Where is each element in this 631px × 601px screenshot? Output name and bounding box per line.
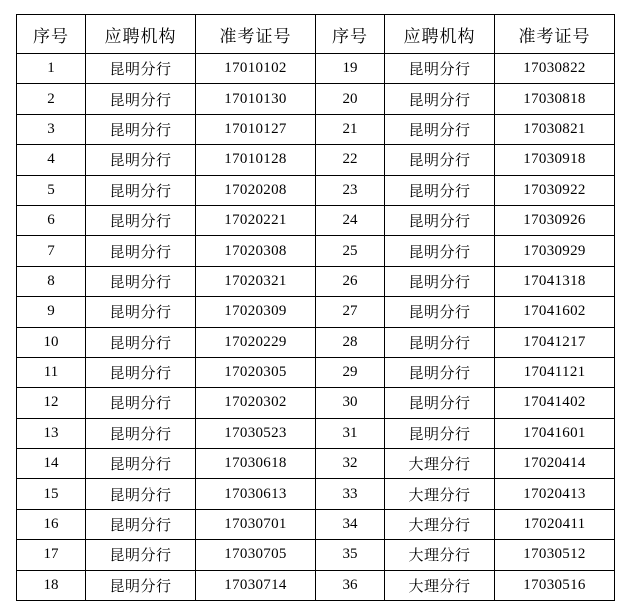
cell-seq-right: 33	[316, 479, 385, 509]
cell-ticket-left: 17030523	[196, 418, 316, 448]
cell-org-left: 昆明分行	[86, 388, 196, 418]
cell-ticket-left: 17020208	[196, 175, 316, 205]
cell-org-right: 昆明分行	[385, 54, 495, 84]
cell-ticket-left: 17030613	[196, 479, 316, 509]
table-row	[17, 388, 615, 418]
cell-seq-left: 18	[17, 570, 86, 600]
table-row	[17, 205, 615, 235]
cell-ticket-left: 17020229	[196, 327, 316, 357]
cell-org-left: 昆明分行	[86, 145, 196, 175]
column-header-seq-right: 序号	[316, 15, 385, 54]
cell-seq-left: 2	[17, 84, 86, 114]
table-row	[17, 236, 615, 266]
cell-seq-right: 25	[316, 236, 385, 266]
table-header-row	[17, 15, 615, 54]
cell-ticket-right: 17030818	[495, 84, 615, 114]
cell-org-right: 大理分行	[385, 509, 495, 539]
column-header-ticket-left: 准考证号	[196, 15, 316, 54]
table-row	[17, 54, 615, 84]
table-row	[17, 479, 615, 509]
cell-seq-left: 12	[17, 388, 86, 418]
table-row	[17, 509, 615, 539]
cell-seq-left: 17	[17, 540, 86, 570]
table-row	[17, 84, 615, 114]
cell-ticket-left: 17010130	[196, 84, 316, 114]
cell-ticket-left: 17020305	[196, 357, 316, 387]
cell-org-right: 昆明分行	[385, 236, 495, 266]
cell-seq-left: 5	[17, 175, 86, 205]
cell-seq-left: 9	[17, 297, 86, 327]
cell-ticket-right: 17041217	[495, 327, 615, 357]
cell-ticket-right: 17030918	[495, 145, 615, 175]
cell-seq-right: 19	[316, 54, 385, 84]
cell-org-left: 昆明分行	[86, 84, 196, 114]
cell-ticket-left: 17030714	[196, 570, 316, 600]
cell-org-right: 昆明分行	[385, 205, 495, 235]
cell-seq-right: 20	[316, 84, 385, 114]
cell-org-right: 昆明分行	[385, 357, 495, 387]
table-body	[17, 54, 615, 601]
column-header-seq-left: 序号	[17, 15, 86, 54]
cell-seq-right: 31	[316, 418, 385, 448]
cell-ticket-right: 17041121	[495, 357, 615, 387]
cell-ticket-right: 17030929	[495, 236, 615, 266]
column-header-org-left: 应聘机构	[86, 15, 196, 54]
cell-org-left: 昆明分行	[86, 540, 196, 570]
cell-ticket-left: 17030618	[196, 449, 316, 479]
cell-ticket-left: 17010102	[196, 54, 316, 84]
cell-seq-left: 8	[17, 266, 86, 296]
cell-ticket-left: 17020302	[196, 388, 316, 418]
cell-seq-right: 29	[316, 357, 385, 387]
table-row	[17, 540, 615, 570]
cell-org-left: 昆明分行	[86, 479, 196, 509]
table-row	[17, 327, 615, 357]
cell-org-left: 昆明分行	[86, 54, 196, 84]
cell-seq-right: 32	[316, 449, 385, 479]
cell-seq-right: 35	[316, 540, 385, 570]
cell-org-left: 昆明分行	[86, 570, 196, 600]
cell-org-left: 昆明分行	[86, 327, 196, 357]
cell-seq-left: 16	[17, 509, 86, 539]
cell-org-left: 昆明分行	[86, 175, 196, 205]
cell-seq-right: 24	[316, 205, 385, 235]
cell-seq-right: 34	[316, 509, 385, 539]
cell-org-right: 昆明分行	[385, 145, 495, 175]
cell-seq-left: 4	[17, 145, 86, 175]
cell-seq-left: 1	[17, 54, 86, 84]
cell-org-left: 昆明分行	[86, 236, 196, 266]
cell-seq-left: 13	[17, 418, 86, 448]
cell-seq-right: 36	[316, 570, 385, 600]
cell-seq-right: 28	[316, 327, 385, 357]
cell-org-right: 昆明分行	[385, 84, 495, 114]
cell-ticket-right: 17041602	[495, 297, 615, 327]
cell-seq-right: 27	[316, 297, 385, 327]
cell-ticket-right: 17020411	[495, 509, 615, 539]
cell-org-left: 昆明分行	[86, 449, 196, 479]
cell-seq-left: 6	[17, 205, 86, 235]
cell-org-right: 昆明分行	[385, 418, 495, 448]
candidates-table	[16, 14, 615, 601]
cell-org-right: 大理分行	[385, 570, 495, 600]
cell-org-left: 昆明分行	[86, 509, 196, 539]
cell-org-right: 昆明分行	[385, 327, 495, 357]
table-row	[17, 570, 615, 600]
table-row	[17, 145, 615, 175]
cell-seq-left: 3	[17, 114, 86, 144]
cell-seq-left: 15	[17, 479, 86, 509]
cell-org-right: 大理分行	[385, 449, 495, 479]
cell-org-right: 昆明分行	[385, 266, 495, 296]
cell-org-right: 大理分行	[385, 479, 495, 509]
cell-seq-right: 23	[316, 175, 385, 205]
cell-ticket-left: 17020321	[196, 266, 316, 296]
cell-ticket-right: 17041318	[495, 266, 615, 296]
column-header-ticket-right: 准考证号	[495, 15, 615, 54]
cell-ticket-right: 17030926	[495, 205, 615, 235]
cell-org-right: 大理分行	[385, 540, 495, 570]
cell-org-left: 昆明分行	[86, 297, 196, 327]
cell-ticket-right: 17020414	[495, 449, 615, 479]
cell-org-left: 昆明分行	[86, 205, 196, 235]
cell-org-right: 昆明分行	[385, 388, 495, 418]
cell-ticket-left: 17020309	[196, 297, 316, 327]
table-header	[17, 15, 615, 54]
cell-seq-right: 21	[316, 114, 385, 144]
table-row	[17, 175, 615, 205]
table-row	[17, 266, 615, 296]
cell-ticket-right: 17020413	[495, 479, 615, 509]
cell-seq-right: 22	[316, 145, 385, 175]
cell-ticket-left: 17010127	[196, 114, 316, 144]
column-header-org-right: 应聘机构	[385, 15, 495, 54]
cell-ticket-right: 17030822	[495, 54, 615, 84]
cell-seq-right: 30	[316, 388, 385, 418]
cell-ticket-right: 17041402	[495, 388, 615, 418]
cell-ticket-left: 17030705	[196, 540, 316, 570]
table-row	[17, 418, 615, 448]
cell-seq-left: 7	[17, 236, 86, 266]
cell-seq-left: 11	[17, 357, 86, 387]
cell-ticket-left: 17010128	[196, 145, 316, 175]
cell-org-right: 昆明分行	[385, 297, 495, 327]
cell-org-left: 昆明分行	[86, 266, 196, 296]
cell-ticket-left: 17020308	[196, 236, 316, 266]
cell-org-left: 昆明分行	[86, 114, 196, 144]
cell-ticket-left: 17020221	[196, 205, 316, 235]
cell-org-left: 昆明分行	[86, 357, 196, 387]
cell-org-left: 昆明分行	[86, 418, 196, 448]
cell-ticket-right: 17030922	[495, 175, 615, 205]
cell-seq-right: 26	[316, 266, 385, 296]
cell-ticket-right: 17041601	[495, 418, 615, 448]
table-row	[17, 297, 615, 327]
cell-ticket-right: 17030821	[495, 114, 615, 144]
table-row	[17, 357, 615, 387]
cell-org-right: 昆明分行	[385, 114, 495, 144]
cell-ticket-left: 17030701	[196, 509, 316, 539]
cell-ticket-right: 17030512	[495, 540, 615, 570]
table-row	[17, 114, 615, 144]
cell-seq-left: 14	[17, 449, 86, 479]
cell-org-right: 昆明分行	[385, 175, 495, 205]
cell-seq-left: 10	[17, 327, 86, 357]
table-row	[17, 449, 615, 479]
cell-ticket-right: 17030516	[495, 570, 615, 600]
